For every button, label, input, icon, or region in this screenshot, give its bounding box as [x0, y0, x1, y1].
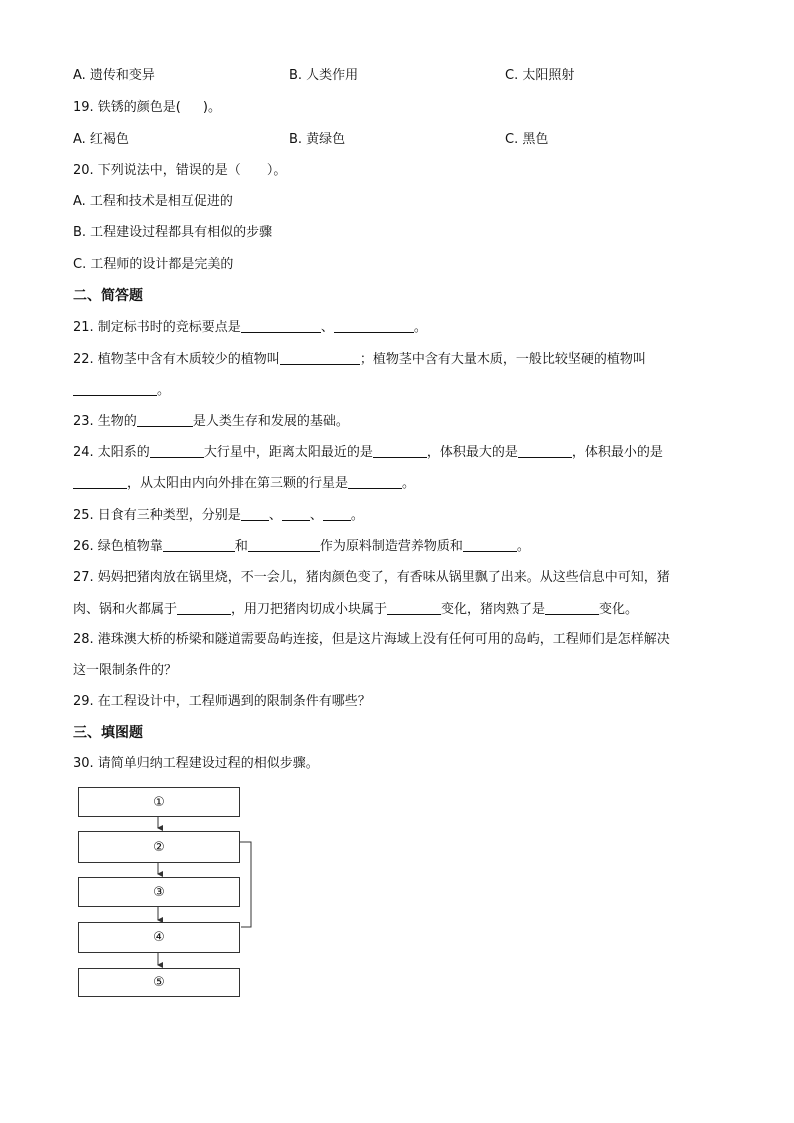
q21-text: 21. 制定标书时的竞标要点是 — [73, 320, 241, 335]
q20-option-b: B. 工程建设过程都具有相似的步骤 — [73, 225, 273, 240]
q25-sep: 、 — [268, 508, 282, 523]
q20-end: ）。 — [266, 163, 287, 178]
q20-option-a: A. 工程和技术是相互促进的 — [73, 194, 233, 209]
section-heading-short-answer: 二、简答题 — [73, 288, 143, 304]
q24-text: 24. 太阳系的 — [73, 445, 150, 460]
question-28: 28. 港珠澳大桥的桥梁和隧道需要岛屿连接，但是这片海域上没有任何可用的岛屿，工程师们是怎样解决 — [73, 632, 670, 647]
q19-option-c: C. 黑色 — [505, 132, 549, 147]
q26-end: 。 — [516, 539, 530, 554]
flow-step-4: ④ — [78, 922, 240, 953]
flow-step-5: ⑤ — [78, 968, 240, 997]
q19-option-b: B. 黄绿色 — [289, 132, 346, 147]
q22-text-2: ；植物茎中含有大量木质，一般比较坚硬的植物叫 — [359, 352, 646, 367]
q19-option-a: A. 红褐色 — [73, 132, 129, 147]
q27-text-2: 肉、锅和火都属于 — [73, 602, 178, 617]
q22-text: 22. 植物茎中含有木质较少的植物叫 — [73, 352, 280, 367]
q25-text: 25. 日食有三种类型，分别是 — [73, 508, 241, 523]
q27-text-4: 变化，猪肉熟了是 — [441, 602, 546, 617]
q27-text-3: ，用刀把猪肉切成小块属于 — [231, 602, 388, 617]
flow-step-3: ③ — [78, 877, 240, 907]
feedback-loop-line — [240, 842, 251, 927]
q24-text-5: ，从太阳由内向外排在第三颗的行星是 — [127, 476, 349, 491]
question-28-cont: 这一限制条件的？ — [73, 663, 178, 678]
q26-text-2: 作为原料制造营养物质和 — [319, 539, 463, 554]
q19-text: 19. 铁锈的颜色是( — [73, 100, 181, 115]
q25-sep-2: 、 — [309, 508, 323, 523]
q20-text: 20. 下列说法中，错误的是（ — [73, 163, 241, 178]
section-heading-diagram: 三、填图题 — [73, 725, 143, 741]
question-30: 30. 请简单归纳工程建设过程的相似步骤。 — [73, 756, 319, 771]
q24-text-4: ，体积最小的是 — [571, 445, 663, 460]
q19-end: )。 — [202, 100, 221, 115]
q22-end: 。 — [157, 383, 171, 398]
q18-option-a: A. 遗传和变异 — [73, 68, 155, 83]
question-27: 27. 妈妈把猪肉放在锅里烧，不一会儿，猪肉颜色变了，有香味从锅里飘了出来。从这些信息中可知，猪 — [73, 570, 670, 585]
q24-text-3: ，体积最大的是 — [426, 445, 518, 460]
q18-option-c: C. 太阳照射 — [505, 68, 575, 83]
q18-option-b: B. 人类作用 — [289, 68, 359, 83]
q21-sep: 、 — [320, 320, 334, 335]
q23-text: 23. 生物的 — [73, 414, 137, 429]
flow-step-2: ② — [78, 831, 240, 863]
q27-end: 变化。 — [599, 602, 639, 617]
q24-end: 。 — [402, 476, 416, 491]
flow-step-1: ① — [78, 787, 240, 817]
q21-end: 。 — [413, 320, 427, 335]
q26-text: 26. 绿色植物靠 — [73, 539, 163, 554]
q20-option-c: C. 工程师的设计都是完美的 — [73, 257, 234, 272]
q24-text-2: 大行星中，距离太阳最近的是 — [203, 445, 373, 460]
q25-end: 。 — [350, 508, 364, 523]
question-29: 29. 在工程设计中，工程师遇到的限制条件有哪些？ — [73, 694, 371, 709]
q26-sep: 和 — [234, 539, 248, 554]
q23-end: 是人类生存和发展的基础。 — [192, 414, 349, 429]
